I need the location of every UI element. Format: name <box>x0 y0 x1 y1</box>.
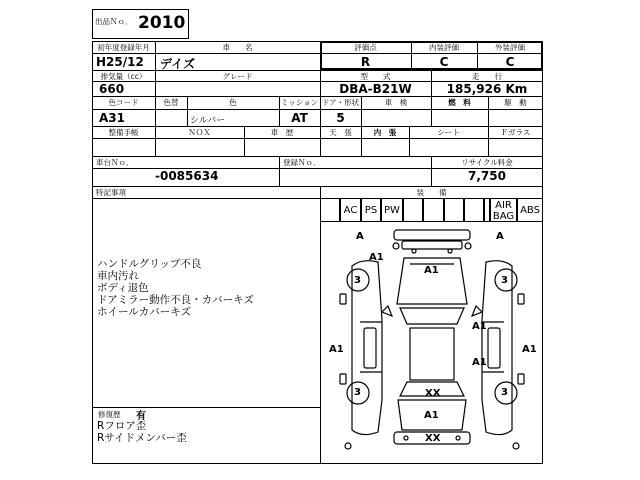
damage-mark: 3 <box>501 275 508 286</box>
score-label: 評価点 <box>354 43 377 52</box>
equipment-cell: AIR BAG <box>490 198 517 222</box>
repair-value: 有 <box>136 411 146 422</box>
note-line: ホイールカバーキズ <box>97 306 192 318</box>
equipment-label: 装 備 <box>416 188 447 197</box>
damage-mark: A1 <box>472 357 487 368</box>
doors-label: ドア・形状 <box>321 98 360 107</box>
damage-mark: A1 <box>369 252 384 263</box>
repair-line: Rサイドメンバー歪 <box>97 432 187 444</box>
damage-mark: XX <box>425 433 441 444</box>
rule <box>92 53 543 54</box>
rule <box>92 96 543 97</box>
damage-mark: 3 <box>501 387 508 398</box>
color-code-value: A31 <box>99 111 125 125</box>
exterior-score-label: 外装評価 <box>495 43 525 52</box>
interior-score-label: 内装評価 <box>429 43 459 52</box>
equipment-cell <box>444 198 464 222</box>
damage-mark: A1 <box>424 410 439 421</box>
damage-mark: A1 <box>329 344 344 355</box>
equipment-cell: PW <box>381 198 403 222</box>
rule <box>92 109 543 110</box>
inspection-label: 車 検 <box>384 98 408 107</box>
maintenance-label: 整備手帳 <box>108 128 139 137</box>
damage-mark: A <box>356 231 364 242</box>
grade-label: グレード <box>222 72 253 81</box>
damage-mark: A1 <box>472 321 487 332</box>
damage-mark: A1 <box>424 265 439 276</box>
rule <box>92 138 543 139</box>
damage-mark: A <box>496 231 504 242</box>
roof-label: 天 張 <box>329 128 352 137</box>
first-reg-value: H25/12 <box>96 55 144 69</box>
registration-label: 登録Ｎｏ． <box>283 158 321 167</box>
nox-label: ＮＯＸ <box>188 128 211 137</box>
first-reg-label: 初年度登録年月 <box>97 43 150 52</box>
damage-mark: XX <box>425 388 441 399</box>
drive-label: 駆 動 <box>504 98 527 107</box>
equipment-cell: PS <box>361 198 381 222</box>
repair-label: 修復歴 <box>98 410 121 419</box>
mileage-value: 185,926 Km <box>446 82 528 96</box>
equipment-cell <box>403 198 423 222</box>
rule <box>92 126 543 127</box>
exterior-score-value: C <box>505 55 515 69</box>
color-label: 色 <box>229 98 237 107</box>
note-line: ハンドルグリップ不良 <box>97 258 202 270</box>
displacement-value: 660 <box>99 82 125 96</box>
equipment-cell <box>423 198 444 222</box>
car-diagram <box>322 224 542 462</box>
doors-value: 5 <box>336 111 345 125</box>
rule <box>92 186 543 187</box>
rule <box>92 407 320 408</box>
interior-panel-label: 内 張 <box>373 128 397 137</box>
equipment-cell: ABS <box>517 198 543 222</box>
note-line: ドアミラー動作不良・カバーキズ <box>97 294 254 306</box>
lot-number-label: 出品Ｎｏ． <box>95 17 133 26</box>
model-label: 型 式 <box>360 72 391 81</box>
displacement-label: 排気量（cc） <box>100 72 147 81</box>
damage-mark: 3 <box>354 387 361 398</box>
score-value: R <box>360 55 371 69</box>
color-class-label: 色替 <box>163 98 179 107</box>
fuel-label: 燃 料 <box>448 98 471 107</box>
history-label: 車 歴 <box>270 128 294 137</box>
transmission-label: ミッション <box>280 98 319 107</box>
car-name-label: 車 名 <box>222 43 253 52</box>
glass-label: Ｆガラス <box>500 128 531 137</box>
mileage-label: 走 行 <box>472 72 502 81</box>
lot-number-value: 2010 <box>138 13 186 33</box>
recycle-value: 7,750 <box>468 169 506 183</box>
equipment-cell <box>320 198 340 222</box>
transmission-value: AT <box>291 111 308 125</box>
rule <box>320 186 321 464</box>
rule <box>279 156 280 186</box>
equipment-cell: AC <box>340 198 361 222</box>
color-code-label: 色コード <box>108 98 139 107</box>
damage-mark: 3 <box>354 275 361 286</box>
color-value: シルバー <box>190 116 226 126</box>
chassis-value: -0085634 <box>155 169 219 183</box>
model-value: DBA-B21W <box>339 82 412 96</box>
interior-score-value: C <box>439 55 449 69</box>
seat-label: シート <box>437 128 460 137</box>
damage-mark: A1 <box>522 344 537 355</box>
note-line: 車内汚れ <box>97 270 139 282</box>
equipment-cell <box>464 198 484 222</box>
rule <box>92 156 543 157</box>
repair-line: Rフロア歪 <box>97 420 147 432</box>
notes-label: 特記事項 <box>96 188 126 197</box>
recycle-label: リサイクル料金 <box>461 158 513 167</box>
car-name-value: デイズ <box>160 57 196 71</box>
chassis-label: 車台Ｎｏ． <box>96 158 134 167</box>
note-line: ボディ退色 <box>97 282 149 294</box>
